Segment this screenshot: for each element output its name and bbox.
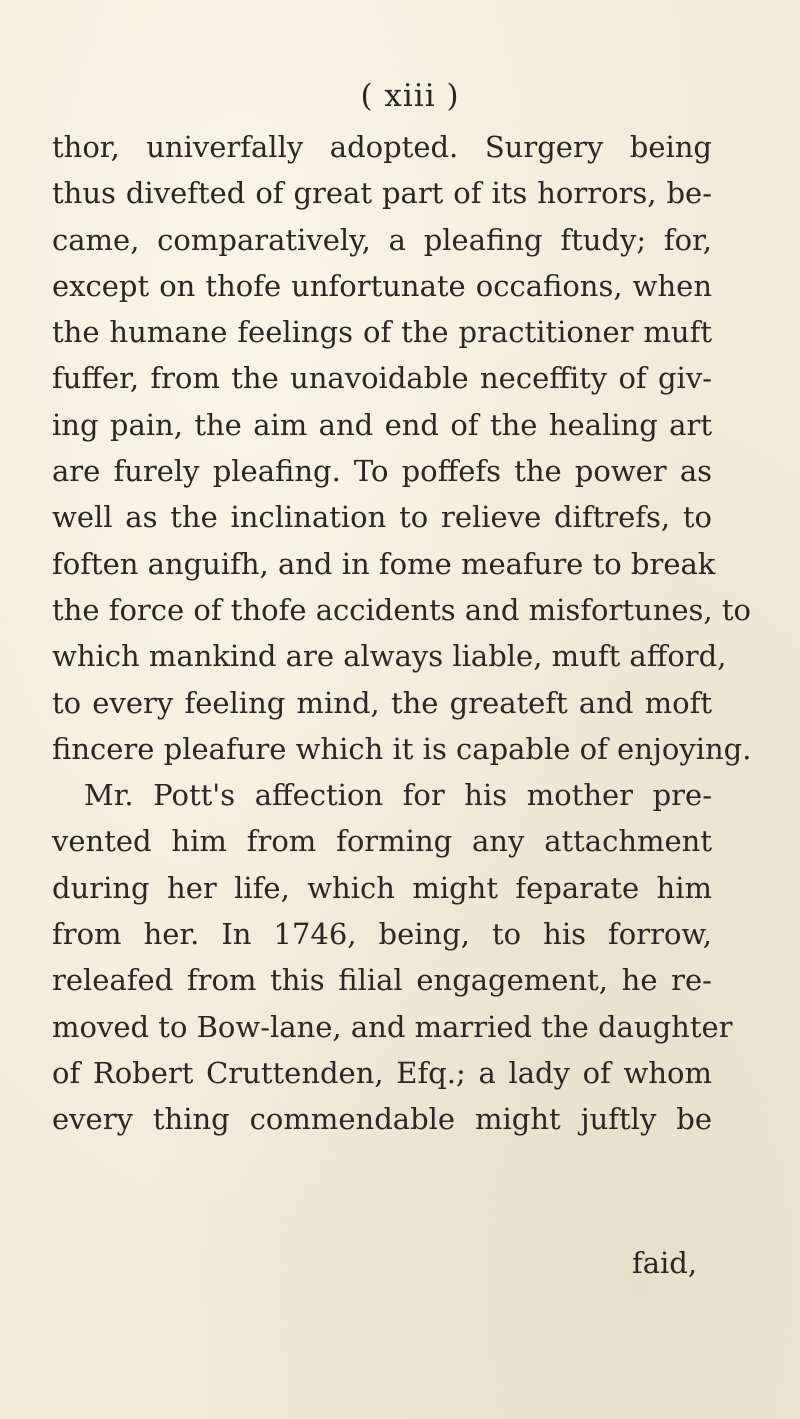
text-line: the humane feelings of the practitioner muft [52,315,712,350]
text-line: every thing commendable might juftly be [52,1102,712,1137]
text-line: during her life, which might feparate him [52,870,712,905]
body-text [52,124,752,1143]
text-line: releafed from this filial engagement, he re- [52,963,712,998]
text-line: thor, univerfally adopted. Surgery being [52,130,712,164]
text-line: which mankind are always liable, muft afford, [52,639,727,674]
running-head-page-number: ( xiii ) [360,78,460,114]
text-line: fincere pleafure which it is capable of enjoying. [52,731,752,766]
catchword: faid, [632,1246,698,1280]
text-line: ing pain, the aim and end of the healing art [52,407,712,442]
text-line: except on thofe unfortunate occafions, when [52,268,712,303]
paragraph-start-line: Mr. Pott's affection for his mother pre- [84,778,712,813]
text-line: came, comparatively, a pleafing ftudy; for, [52,222,712,257]
text-line: fuffer, from the unavoidable neceffity of giv- [52,361,712,396]
text-line: thus divefted of great part of its horrors, be- [52,176,712,211]
text-line: well as the inclination to relieve diftrefs, to [52,500,712,535]
text-line: from her. In 1746, being, to his forrow, [52,917,712,952]
text-line: the force of thofe accidents and misfortunes, to [52,592,751,627]
text-line: to every feeling mind, the greateft and moft [52,685,712,720]
text-line: of Robert Cruttenden, Efq.; a lady of whom [52,1055,712,1090]
text-line: foften anguifh, and in fome meafure to break [52,546,716,581]
text-line: are furely pleafing. To poffefs the power as [52,454,712,489]
text-line: moved to Bow-lane, and married the daughter [52,1009,733,1044]
text-line: vented him from forming any attachment [52,824,712,859]
